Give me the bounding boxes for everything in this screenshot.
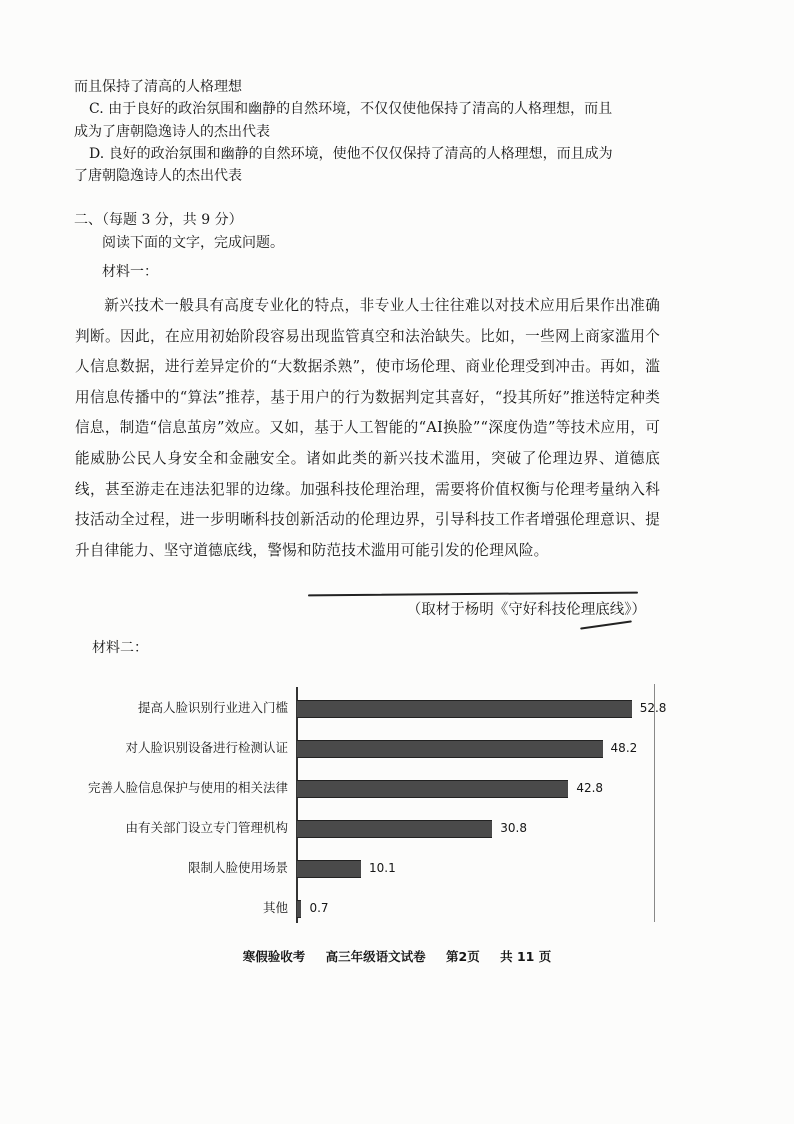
value-label: 42.8 (576, 781, 604, 795)
category-label: 提高人脸识别行业进入门槛 (137, 700, 288, 715)
category-label: 由有关部门设立专门管理机构 (125, 820, 288, 835)
bar-chart (58, 682, 656, 930)
material1-text: 新兴技术一般具有高度专业化的特点，非专业人士往往难以对技术应用后果作出准确判断。因此，在应用初始阶段容易出现监管真空和法治缺失。比如，一些网上商家滥用个人信息数据，进行差异定价的“大数据杀熟”，使市场伦理、商业伦理受到冲击。再如，滥用信息传播中的“算法”推荐，基于用户的行为数据判定其喜好，“投其所好”推送特定种类信息，制造“信息茧房”效应。又如，基于人工智能的“AI换脸”“深度伪造”等技术应用，可能威胁公民人身安全和金融安全。诸如此类的新兴技术滥用，突破了伦理边界、道德底线，甚至游走在违法犯罪的边缘。加强科技伦理治理，需要将价值权衡与伦理考量纳入科技活动全过程，进一步明晰科技创新活动的伦理边界，引导科技工作者增强伦理意识、提升自律能力、坚守道德底线，警惕和防范技术滥用可能引发的伦理风险。 (75, 297, 660, 559)
value-label: 10.1 (369, 861, 396, 875)
footer-total: 共 11 页 (500, 949, 552, 964)
page-footer (0, 947, 794, 965)
material2-label: 材料二： (92, 640, 148, 656)
chart-axis (296, 687, 298, 923)
material1-source: （取材于杨明《守好科技伦理底线》） (406, 602, 646, 618)
bar (297, 820, 492, 838)
option-d-line1: D. 良好的政治氛围和幽静的自然环境，使他不仅仅保持了清高的人格理想，而且成为 (89, 146, 613, 162)
option-c-line2: 成为了唐朝隐逸诗人的杰出代表 (74, 124, 270, 140)
value-label: 48.2 (610, 741, 638, 755)
option-d-line2: 了唐朝隐逸诗人的杰出代表 (74, 168, 242, 184)
value-label: 30.8 (500, 821, 527, 835)
category-label: 完善人脸信息保护与使用的相关法律 (87, 780, 288, 795)
option-b-tail: 而且保持了清高的人格理想 (74, 79, 242, 95)
bar (297, 700, 632, 718)
bar (297, 860, 361, 878)
footer-page: 第2页 (446, 949, 480, 964)
bar (297, 740, 603, 758)
section-instruction: 阅读下面的文字，完成问题。 (102, 235, 284, 251)
material1-label: 材料一： (102, 264, 158, 280)
category-label: 限制人脸使用场景 (187, 860, 288, 875)
section-heading: 二、（每题 3 分，共 9 分） (74, 212, 243, 228)
handwritten-underline (308, 592, 638, 597)
handwritten-underline-source (580, 620, 632, 629)
bar (297, 900, 301, 918)
category-label: 对人脸识别设备进行检测认证 (125, 740, 288, 755)
value-label: 0.7 (309, 901, 329, 915)
footer-exam: 寒假验收考 (242, 949, 306, 964)
bar (297, 780, 568, 798)
option-c-line1: C. 由于良好的政治氛围和幽静的自然环境，不仅仅使他保持了清高的人格理想，而且 (89, 101, 613, 117)
chart-frame-edge (654, 684, 655, 922)
footer-subject: 高三年级语文试卷 (325, 949, 426, 964)
category-label: 其他 (262, 900, 288, 915)
value-label: 52.8 (639, 701, 667, 715)
